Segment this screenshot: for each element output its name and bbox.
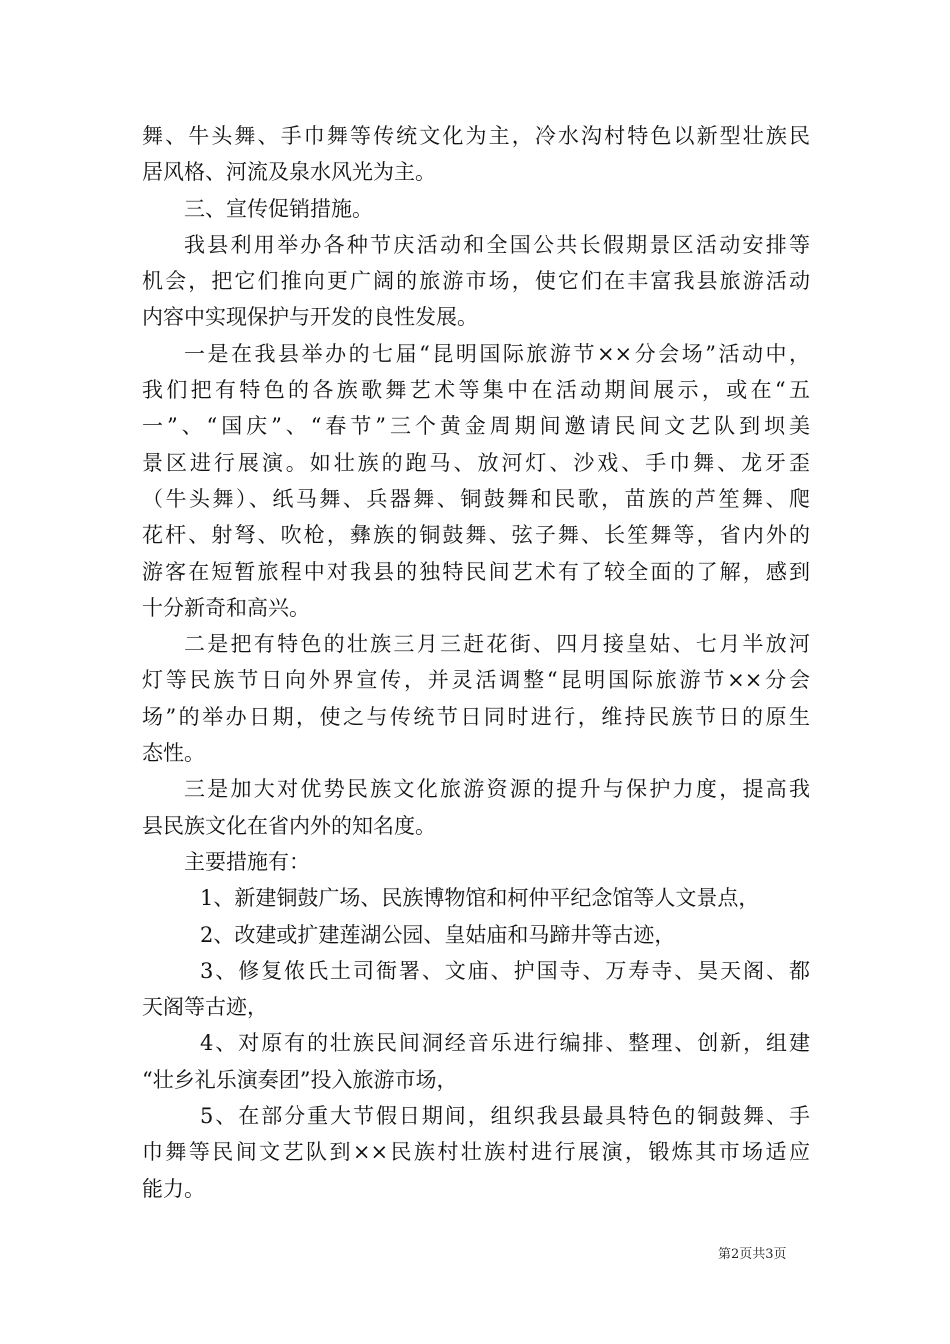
text-line: 内容中实现保护与开发的良性发展。	[142, 305, 478, 330]
list-item: 4、对原有的壮族民间洞经音乐进行编排、整理、创新，组建	[200, 1031, 810, 1056]
text-line: 态性。	[142, 741, 205, 766]
text-line: 县民族文化在省内外的知名度。	[142, 813, 436, 838]
text-line: 场”的举办日期，使之与传统节日同时进行，维持民族节日的原生	[142, 704, 810, 729]
text-line: 我们把有特色的各族歌舞艺术等集中在活动期间展示，或在“五	[142, 378, 810, 403]
list-item: 5、在部分重大节假日期间，组织我县最具特色的铜鼓舞、手	[200, 1104, 810, 1129]
text-line: （牛头舞）、纸马舞、兵器舞、铜鼓舞和民歌，苗族的芦笙舞、爬	[142, 486, 810, 511]
text-line: 灯等民族节日向外界宣传，并灵活调整“昆明国际旅游节××分会	[142, 668, 810, 693]
text-line: 舞、牛头舞、手巾舞等传统文化为主，冷水沟村特色以新型壮族民	[142, 124, 810, 148]
text-line: 我县利用举办各种节庆活动和全国公共长假期景区活动安排等	[184, 232, 810, 257]
text-line: “壮乡礼乐演奏团”投入旅游市场，	[142, 1067, 458, 1092]
text-line: 二是把有特色的壮族三月三赶花街、四月接皇姑、七月半放河	[184, 632, 810, 657]
section-heading: 三、宣传促销措施。	[184, 196, 373, 221]
text-line: 景区进行展演。如壮族的跑马、放河灯、沙戏、手巾舞、龙牙歪	[142, 450, 810, 475]
list-item: 2、改建或扩建莲湖公园、皇姑庙和马蹄井等古迹，	[200, 922, 676, 947]
text-line: 花杆、射弩、吹枪，彝族的铜鼓舞、弦子舞、长笙舞等，省内外的	[142, 523, 810, 548]
page-number: 第2页共3页	[718, 1247, 787, 1262]
document-body	[142, 118, 810, 1207]
text-line: 一是在我县举办的七届“昆明国际旅游节××分会场”活动中，	[184, 341, 810, 366]
text-line: 三是加大对优势民族文化旅游资源的提升与保护力度，提高我	[184, 777, 810, 802]
text-line: 天阁等古迹，	[142, 995, 268, 1020]
list-item: 1、新建铜鼓广场、民族博物馆和柯仲平纪念馆等人文景点，	[200, 886, 760, 911]
text-line: 机会，把它们推向更广阔的旅游市场，使它们在丰富我县旅游活动	[142, 269, 810, 294]
text-line: 居风格、河流及泉水风光为主。	[142, 160, 436, 185]
text-line: 一”、“国庆”、“春节”三个黄金周期间邀请民间文艺队到坝美	[142, 414, 810, 439]
list-item: 3、修复侬氏土司衙署、文庙、护国寺、万寿寺、昊天阁、都	[200, 958, 810, 983]
text-line: 十分新奇和高兴。	[142, 595, 310, 620]
text-line: 游客在短暂旅程中对我县的独特民间艺术有了较全面的了解，感到	[142, 559, 810, 584]
text-line: 巾舞等民间文艺队到××民族村壮族村进行展演，锻炼其市场适应	[142, 1140, 810, 1165]
text-line: 主要措施有：	[184, 849, 310, 874]
text-line: 能力。	[142, 1176, 205, 1201]
